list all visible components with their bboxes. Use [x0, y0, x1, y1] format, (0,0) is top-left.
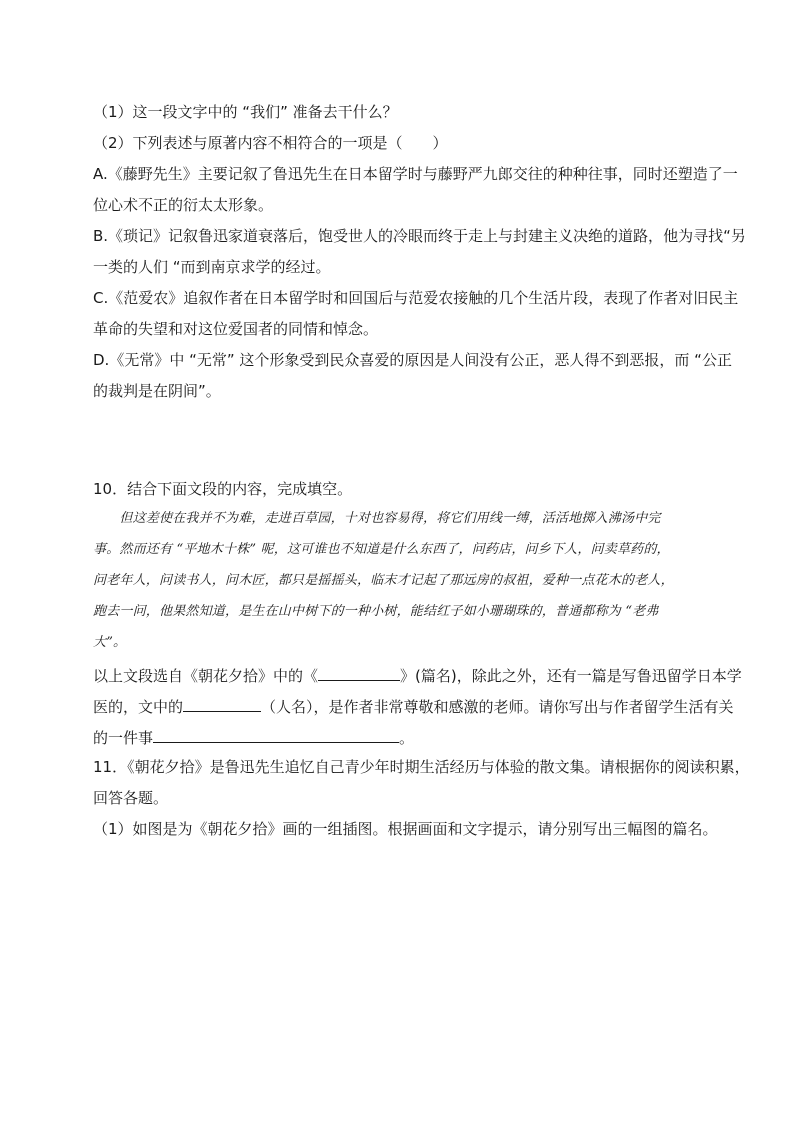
q10-title: 10．结合下面文段的内容，完成填空。	[93, 480, 353, 498]
q11-title-line1: 11．《朝花夕拾》是鲁迅先生追忆自己青少年时期生活经历与体验的散文集。请根据你的阅读积累，	[93, 758, 750, 776]
q10-blank-event[interactable]	[153, 726, 399, 743]
q10-passage-line2: 事。然而还有 “平地木十株” 呢，这可谁也不知道是什么东西了，问药店，问乡下人，问卖草药的，	[93, 542, 670, 557]
q9-option-b-line1: B.《琐记》记叙鲁迅家道衰落后，饱受世人的冷眼而终于走上与封建主义决绝的道路，他为寻找“另	[93, 227, 746, 245]
q11-sub1: （1）如图是为《朝花夕拾》画的一组插图。根据画面和文字提示，请分别写出三幅图的篇名。	[93, 820, 718, 838]
q9-sub1: （1）这一段文字中的 “我们” 准备去干什么？	[93, 103, 398, 121]
q10-fill-line2	[93, 695, 734, 717]
q9-option-d-line1: D.《无常》中 “无常” 这个形象受到民众喜爱的原因是人间没有公正，恶人得不到恶报，而 “公正	[93, 351, 732, 369]
q10-blank-person-name[interactable]	[183, 695, 261, 712]
q9-option-d-line2: 的裁判是在阴间”。	[93, 382, 221, 400]
q10-passage-line4: 跑去一问，他果然知道，是生在山中树下的一种小树，能结红子如小珊瑚珠的，普通都称为 “老弗	[93, 604, 659, 619]
q11-title-line2: 回答各题。	[93, 789, 169, 807]
q9-sub2: （2）下列表述与原著内容不相符合的一项是（ ）	[93, 134, 448, 152]
q10-passage-line3: 问老年人，问读书人，问木匠，都只是摇摇头，临末才记起了那远房的叔祖，爱种一点花木的老人，	[93, 573, 674, 588]
q10-fill1-suffix: 》(篇名)，除此之外，还有一篇是写鲁迅留学日本学	[400, 667, 742, 685]
q9-option-c-line1: C.《范爱农》追叙作者在日本留学时和回国后与范爱农接触的几个生活片段，表现了作者对旧民主	[93, 289, 739, 307]
q10-fill-line1	[93, 664, 742, 686]
q10-fill-line3	[93, 726, 713, 748]
q10-fill3-prefix: 的一件事	[93, 729, 154, 747]
q9-option-a-line2: 位心术不正的衍太太形象。	[93, 196, 274, 214]
q9-option-c-line2: 革命的失望和对这位爱国者的同情和悼念。	[93, 320, 379, 338]
q10-passage-line1: 但这差使在我并不为难，走进百草园，十对也容易得，将它们用线一缚，活活地掷入沸汤中完	[93, 511, 661, 526]
q10-fill3-suffix: 。	[399, 729, 415, 747]
q10-passage-line5: 大”。	[93, 635, 127, 650]
q10-fill2-prefix: 医的，文中的	[93, 698, 184, 716]
q10-fill1-prefix: 以上文段选自《朝花夕拾》中的《	[93, 667, 319, 685]
q9-option-b-line2: 一类的人们 “而到南京求学的经过。	[93, 258, 331, 276]
q10-blank-essay-title[interactable]	[318, 664, 400, 681]
q9-option-a-line1: A.《藤野先生》主要记叙了鲁迅先生在日本留学时与藤野严九郎交往的种种往事，同时还塑造了一	[93, 165, 738, 183]
q10-fill2-suffix: （人名），是作者非常尊敬和感激的老师。请你写出与作者留学生活有关	[261, 698, 734, 716]
